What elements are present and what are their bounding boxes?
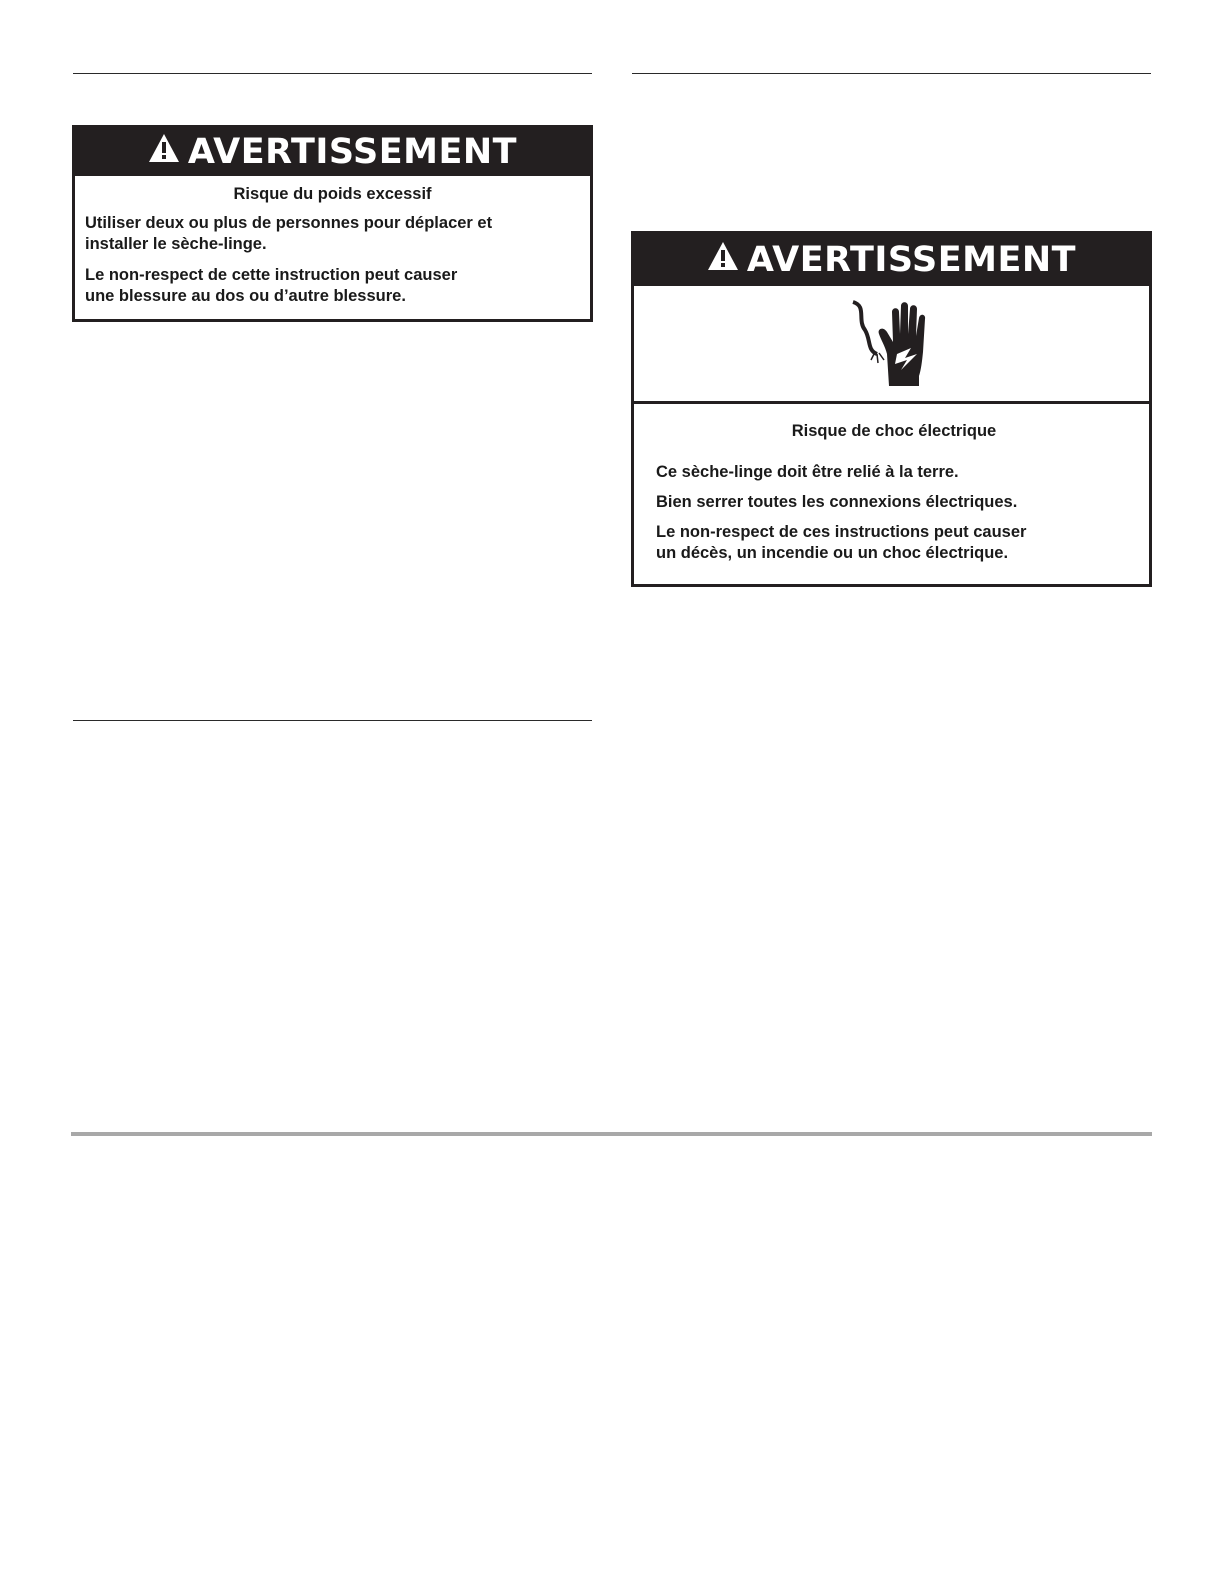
top-right-divider bbox=[632, 73, 1151, 74]
weight-warning-title: AVERTISSEMENT bbox=[187, 132, 518, 172]
shock-connection-instruction: Bien serrer toutes les connexions électriques. bbox=[656, 493, 1018, 511]
electric-shock-hand-icon bbox=[837, 296, 947, 392]
shock-warning-header bbox=[634, 234, 1149, 286]
section-separator bbox=[71, 1132, 1152, 1136]
warning-triangle-icon bbox=[707, 240, 739, 280]
shock-warning-title: AVERTISSEMENT bbox=[746, 240, 1077, 280]
shock-icon-area bbox=[634, 286, 1149, 404]
shock-ground-instruction: Ce sèche-linge doit être relié à la terre. bbox=[656, 463, 959, 481]
weight-consequence: Le non-respect de cette instruction peut causer une blessure au dos ou d’autre blessure. bbox=[85, 266, 458, 305]
top-left-divider bbox=[73, 73, 592, 74]
shock-consequence: Le non-respect de ces instructions peut causer un décès, un incendie ou un choc électrique. bbox=[656, 523, 1027, 562]
weight-warning-header bbox=[75, 128, 590, 176]
weight-risk-title: Risque du poids excessif bbox=[233, 185, 432, 203]
warning-triangle-icon bbox=[148, 132, 180, 172]
middle-left-divider bbox=[73, 720, 592, 721]
shock-warning-box bbox=[631, 231, 1152, 587]
weight-warning-box bbox=[72, 125, 593, 322]
shock-risk-title: Risque de choc électrique bbox=[791, 422, 997, 440]
weight-instruction: Utiliser deux ou plus de personnes pour déplacer et installer le sèche-linge. bbox=[85, 214, 493, 253]
